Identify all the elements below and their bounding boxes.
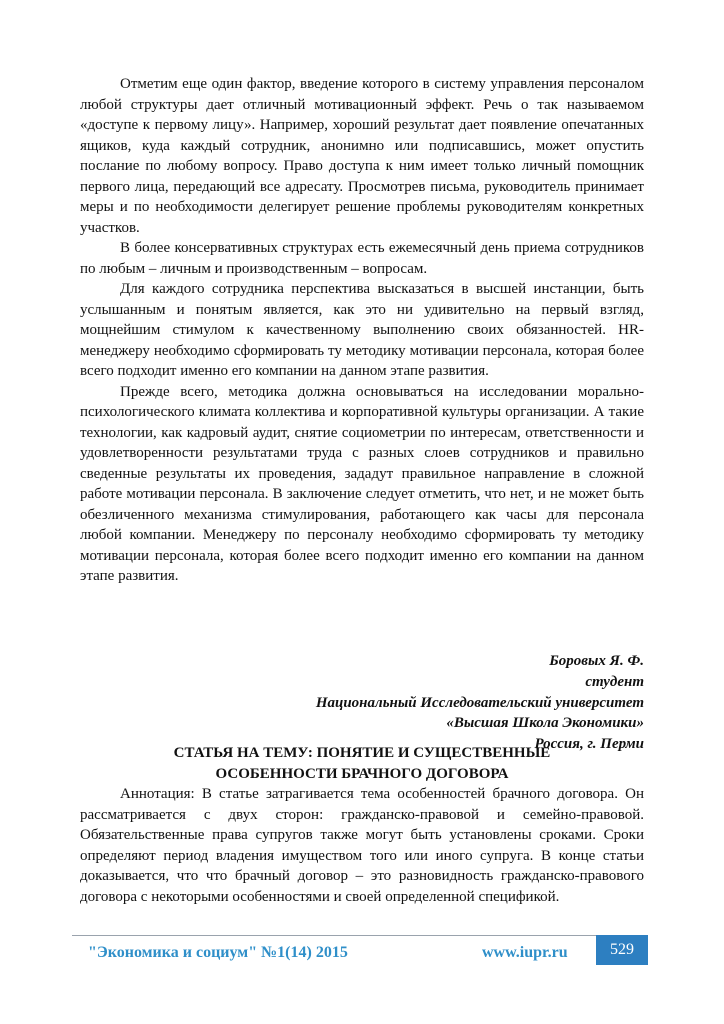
footer-website-link[interactable]: www.iupr.ru bbox=[482, 944, 568, 961]
author-role: студент bbox=[585, 673, 644, 690]
article-title-line: ОСОБЕННОСТИ БРАЧНОГО ДОГОВОРА bbox=[215, 765, 509, 782]
abstract bbox=[80, 784, 644, 907]
author-location: Россия, г. Перми bbox=[534, 736, 644, 753]
paragraph: В более консервативных структурах есть ежемесячный день приема сотрудников по любым – личным и производственным – вопросам. bbox=[80, 240, 644, 277]
paragraph: Для каждого сотрудника перспектива высказаться в высшей инстанции, быть услышанным и понятым является, как это ни удивительно на первый взгляд, мощнейшим стимулом к качественному выполнению своих обязанностей. HR-менеджеру необходимо сформировать ту методику мотивации персонала, которая более всего подходит именно его компании на данном этапе развития. bbox=[80, 281, 644, 379]
footer-journal-title: "Экономика и социум" №1(14) 2015 bbox=[88, 944, 348, 961]
author-block bbox=[80, 651, 644, 755]
footer-divider bbox=[72, 935, 648, 936]
author-name: Боровых Я. Ф. bbox=[549, 653, 644, 669]
author-university-name: «Высшая Школа Экономики» bbox=[446, 715, 644, 732]
paragraph: Прежде всего, методика должна основываться на исследовании морально-психологического климата коллектива и корпоративной культуры организации. А такие технологии, как кадровый аудит, снятие социометрии по интересам, ответственности и удовлетворенности результатами труда с разных слоев сотрудников и правильно сведенные результаты их проведения, зададут правильное направление в сложной работе мотивации персонала. В заключение следует отметить, что нет, и не может быть обезличенного механизма стимулирования, работающего как часы для персонала любой компании. Менеджеру по персоналу необходимо сформировать ту методику мотивации персонала, которая более всего подходит именно его компании на данном этапе развития. bbox=[80, 383, 644, 584]
abstract-text: Аннотация: В статье затрагивается тема особенностей брачного договора. Он рассматривается с двух сторон: гражданско-правовой и семейно-правовой. Обязательственные права супругов также могут быть установлены сроками. Сроки определяют период владения имуществом того или иного супруга. В конце статьи доказывается, что что брачный договор – это разновидность гражданско-правового договора с некоторыми особенностями и своей определенной спецификой. bbox=[80, 786, 644, 905]
article-body bbox=[80, 74, 644, 587]
article-title bbox=[80, 743, 644, 784]
author-university: Национальный Исследовательский университет bbox=[315, 694, 644, 711]
article-title-line: СТАТЬЯ НА ТЕМУ: ПОНЯТИЕ И СУЩЕСТВЕННЫЕ bbox=[173, 745, 551, 761]
paragraph: Отметим еще один фактор, введение которого в систему управления персоналом любой структуры дает отличный мотивационный эффект. Речь о так называемом «доступе к первому лицу». Например, хороший результат дает появление опечатанных ящиков, куда каждый сотрудник, анонимно или подписавшись, может опустить послание по любому вопросу. Право доступа к ним имеет только личный помощник первого лица, передающий все адресату. Просмотрев письма, руководитель принимает меры и по необходимости делегирует решение проблемы руководителям конкретных участков. bbox=[80, 76, 644, 236]
page-number: 529 bbox=[596, 935, 648, 965]
